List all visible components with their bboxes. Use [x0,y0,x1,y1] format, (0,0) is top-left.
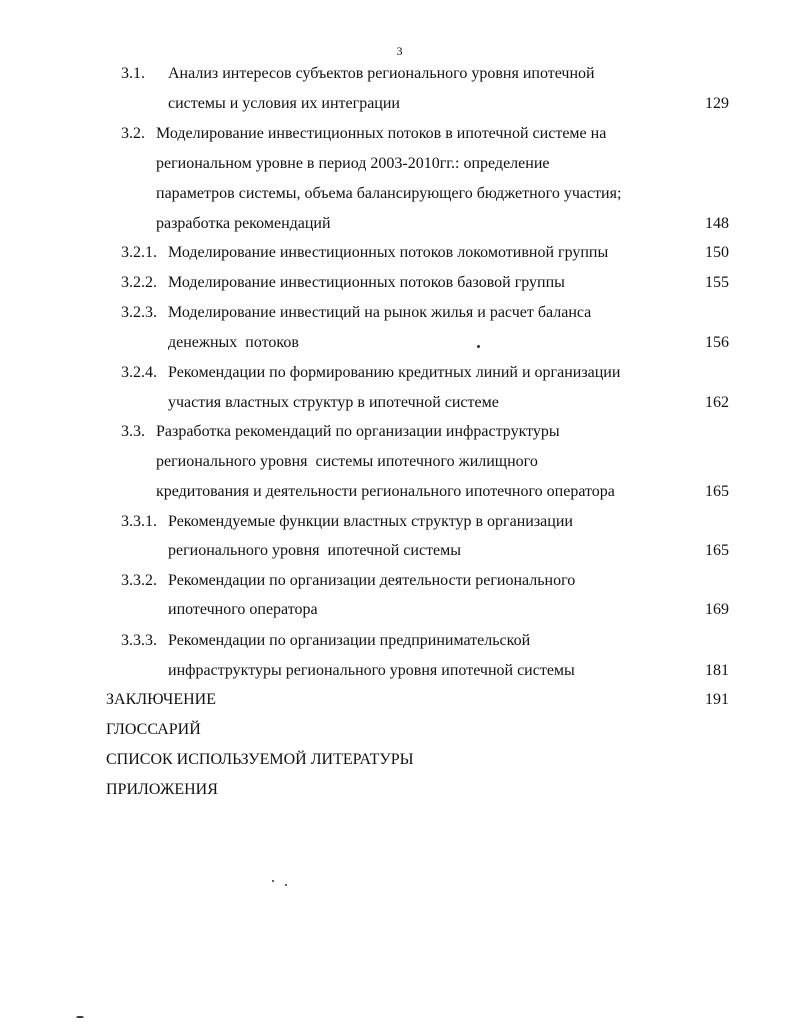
toc-section-title: ЗАКЛЮЧЕНИЕ [106,691,216,708]
scan-speck [76,1016,84,1018]
toc-section-title: ГЛОССАРИЙ [106,721,201,738]
toc-entry-text: участия властных структур в ипотечной системе [168,394,499,411]
toc-entry-number: 3.3.3. [121,632,157,649]
toc-entry-number: 3.2. [121,125,145,142]
toc-entry-text: регионального уровня системы ипотечного жилищного [156,453,538,470]
toc-entry-text: Моделирование инвестиционных потоков в ипотечной системе на [156,125,607,142]
toc-entry-number: 3.2.1. [121,244,157,261]
toc-entry-number: 3.3.1. [121,513,157,530]
toc-entry-text: разработка рекомендаций [156,215,331,232]
toc-page-number: 169 [705,601,729,618]
toc-entry-text: параметров системы, объема балансирующего бюджетного участия; [156,185,622,202]
toc-entry-text: Моделирование инвестиций на рынок жилья и расчет баланса [168,304,592,321]
toc-entry-text: денежных потоков [168,334,299,351]
toc-entry-number: 3.3.2. [121,572,157,589]
toc-entry-text: Рекомендации по организации деятельности регионального [168,572,576,589]
toc-entry-text: Разработка рекомендаций по организации инфраструктуры [156,423,560,440]
toc-entry-text: регионального уровня ипотечной системы [168,542,462,559]
toc-entry-text: Анализ интересов субъектов регионального уровня ипотечной [168,65,595,82]
toc-page-number: 191 [705,691,729,708]
page-number: 3 [396,44,403,58]
toc-entry-text: системы и условия их интеграции [168,95,400,112]
toc-page-number: 155 [705,274,729,291]
scan-speck [477,345,480,348]
toc-entry-number: 3.2.3. [121,304,157,321]
toc-entry-number: 3.3. [121,423,145,440]
toc-entry-number: 3.2.4. [121,364,157,381]
toc-entry-text: Моделирование инвестиционных потоков базовой группы [168,274,565,291]
toc-entry-text: Моделирование инвестиционных потоков локомотивной группы [168,244,609,261]
toc-page-number: 129 [705,95,729,112]
toc-page-number: 150 [705,244,729,261]
scan-speck [272,880,274,882]
toc-page-number: 156 [705,334,729,351]
toc-page-number: 148 [705,215,729,232]
toc-entry-text: Рекомендации по организации предпринимательской [168,632,531,649]
toc-page-number: 165 [705,542,729,559]
toc-entry-text: Рекомендации по формированию кредитных линий и организации [168,364,621,381]
toc-entry-number: 3.2.2. [121,274,157,291]
toc-section-title: ПРИЛОЖЕНИЯ [106,781,218,798]
toc-entry-text: кредитования и деятельности регионального ипотечного оператора [156,483,615,500]
toc-entry-text: Рекомендуемые функции властных структур в организации [168,513,573,530]
toc-entry-number: 3.1. [121,65,145,82]
toc-entry-text: ипотечного оператора [168,601,318,618]
toc-page-number: 181 [705,662,729,679]
toc-entry-text: региональном уровне в период 2003-2010гг.: определение [156,155,550,172]
toc-page-number: 162 [705,394,729,411]
toc-page-number: 165 [705,483,729,500]
toc-section-title: СПИСОК ИСПОЛЬЗУЕМОЙ ЛИТЕРАТУРЫ [106,751,414,768]
scan-speck [285,884,287,886]
toc-entry-text: инфраструктуры регионального уровня ипотечной системы [168,662,575,679]
